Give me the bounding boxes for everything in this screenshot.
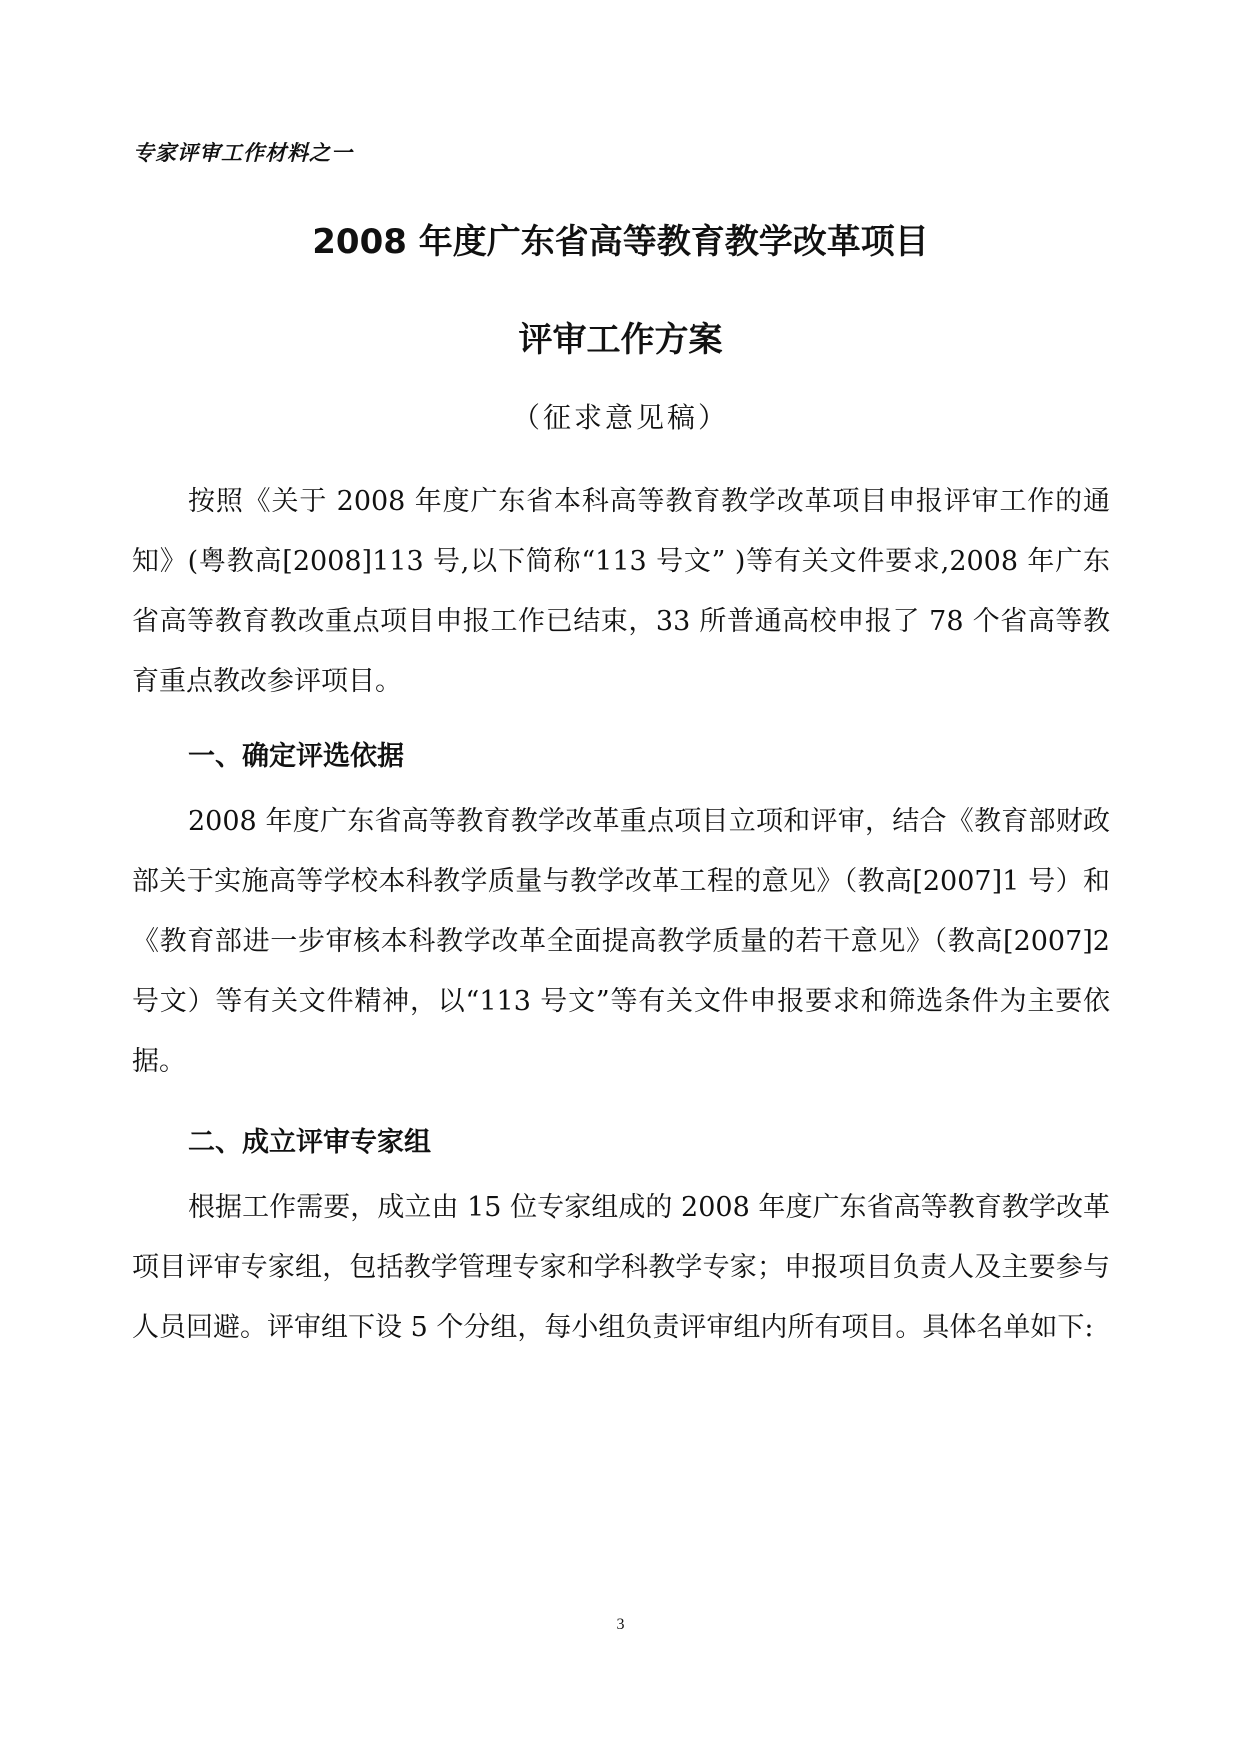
document-subtitle: （征求意见稿）: [511, 401, 729, 434]
section-2-paragraph: 根据工作需要，成立由 15 位专家组成的 2008 年度广东省高等教育教学改革项目评审专家组，包括教学管理专家和学科教学专家；申报项目负责人及主要参与人员回避。评审组下设 5 个分组，每小组负责评审组内所有项目。具体名单如下:: [132, 1192, 1110, 1343]
section-heading-1: 一、确定评选依据: [188, 741, 404, 772]
document-title-line-1: 2008 年度广东省高等教育教学改革项目: [312, 222, 929, 262]
document-title-line-2: 评审工作方案: [518, 320, 723, 360]
section-1-paragraph: 2008 年度广东省高等教育教学改革重点项目立项和评审，结合《教育部财政部关于实施高等学校本科教学质量与教学改革工程的意见》（教高[2007]1 号）和《教育部进一步审核本科教学改革全面提高教学质量的若干意见》（教高[2007]2 号文）等有关文件精神，以“113 号文”等有关文件申报要求和筛选条件为主要依据。: [132, 806, 1110, 1077]
intro-paragraph: 按照《关于 2008 年度广东省本科高等教育教学改革项目申报评审工作的通知》(粤教高[2008]113 号,以下简称“113 号文” )等有关文件要求,2008 年广东省高等教育教改重点项目申报工作已结束，33 所普通高校申报了 78 个省高等教育重点教改参评项目。: [132, 486, 1110, 697]
document-tag: 专家评审工作材料之一: [133, 141, 353, 165]
page-number: 3: [616, 1616, 625, 1633]
section-heading-2: 二、成立评审专家组: [188, 1127, 431, 1158]
